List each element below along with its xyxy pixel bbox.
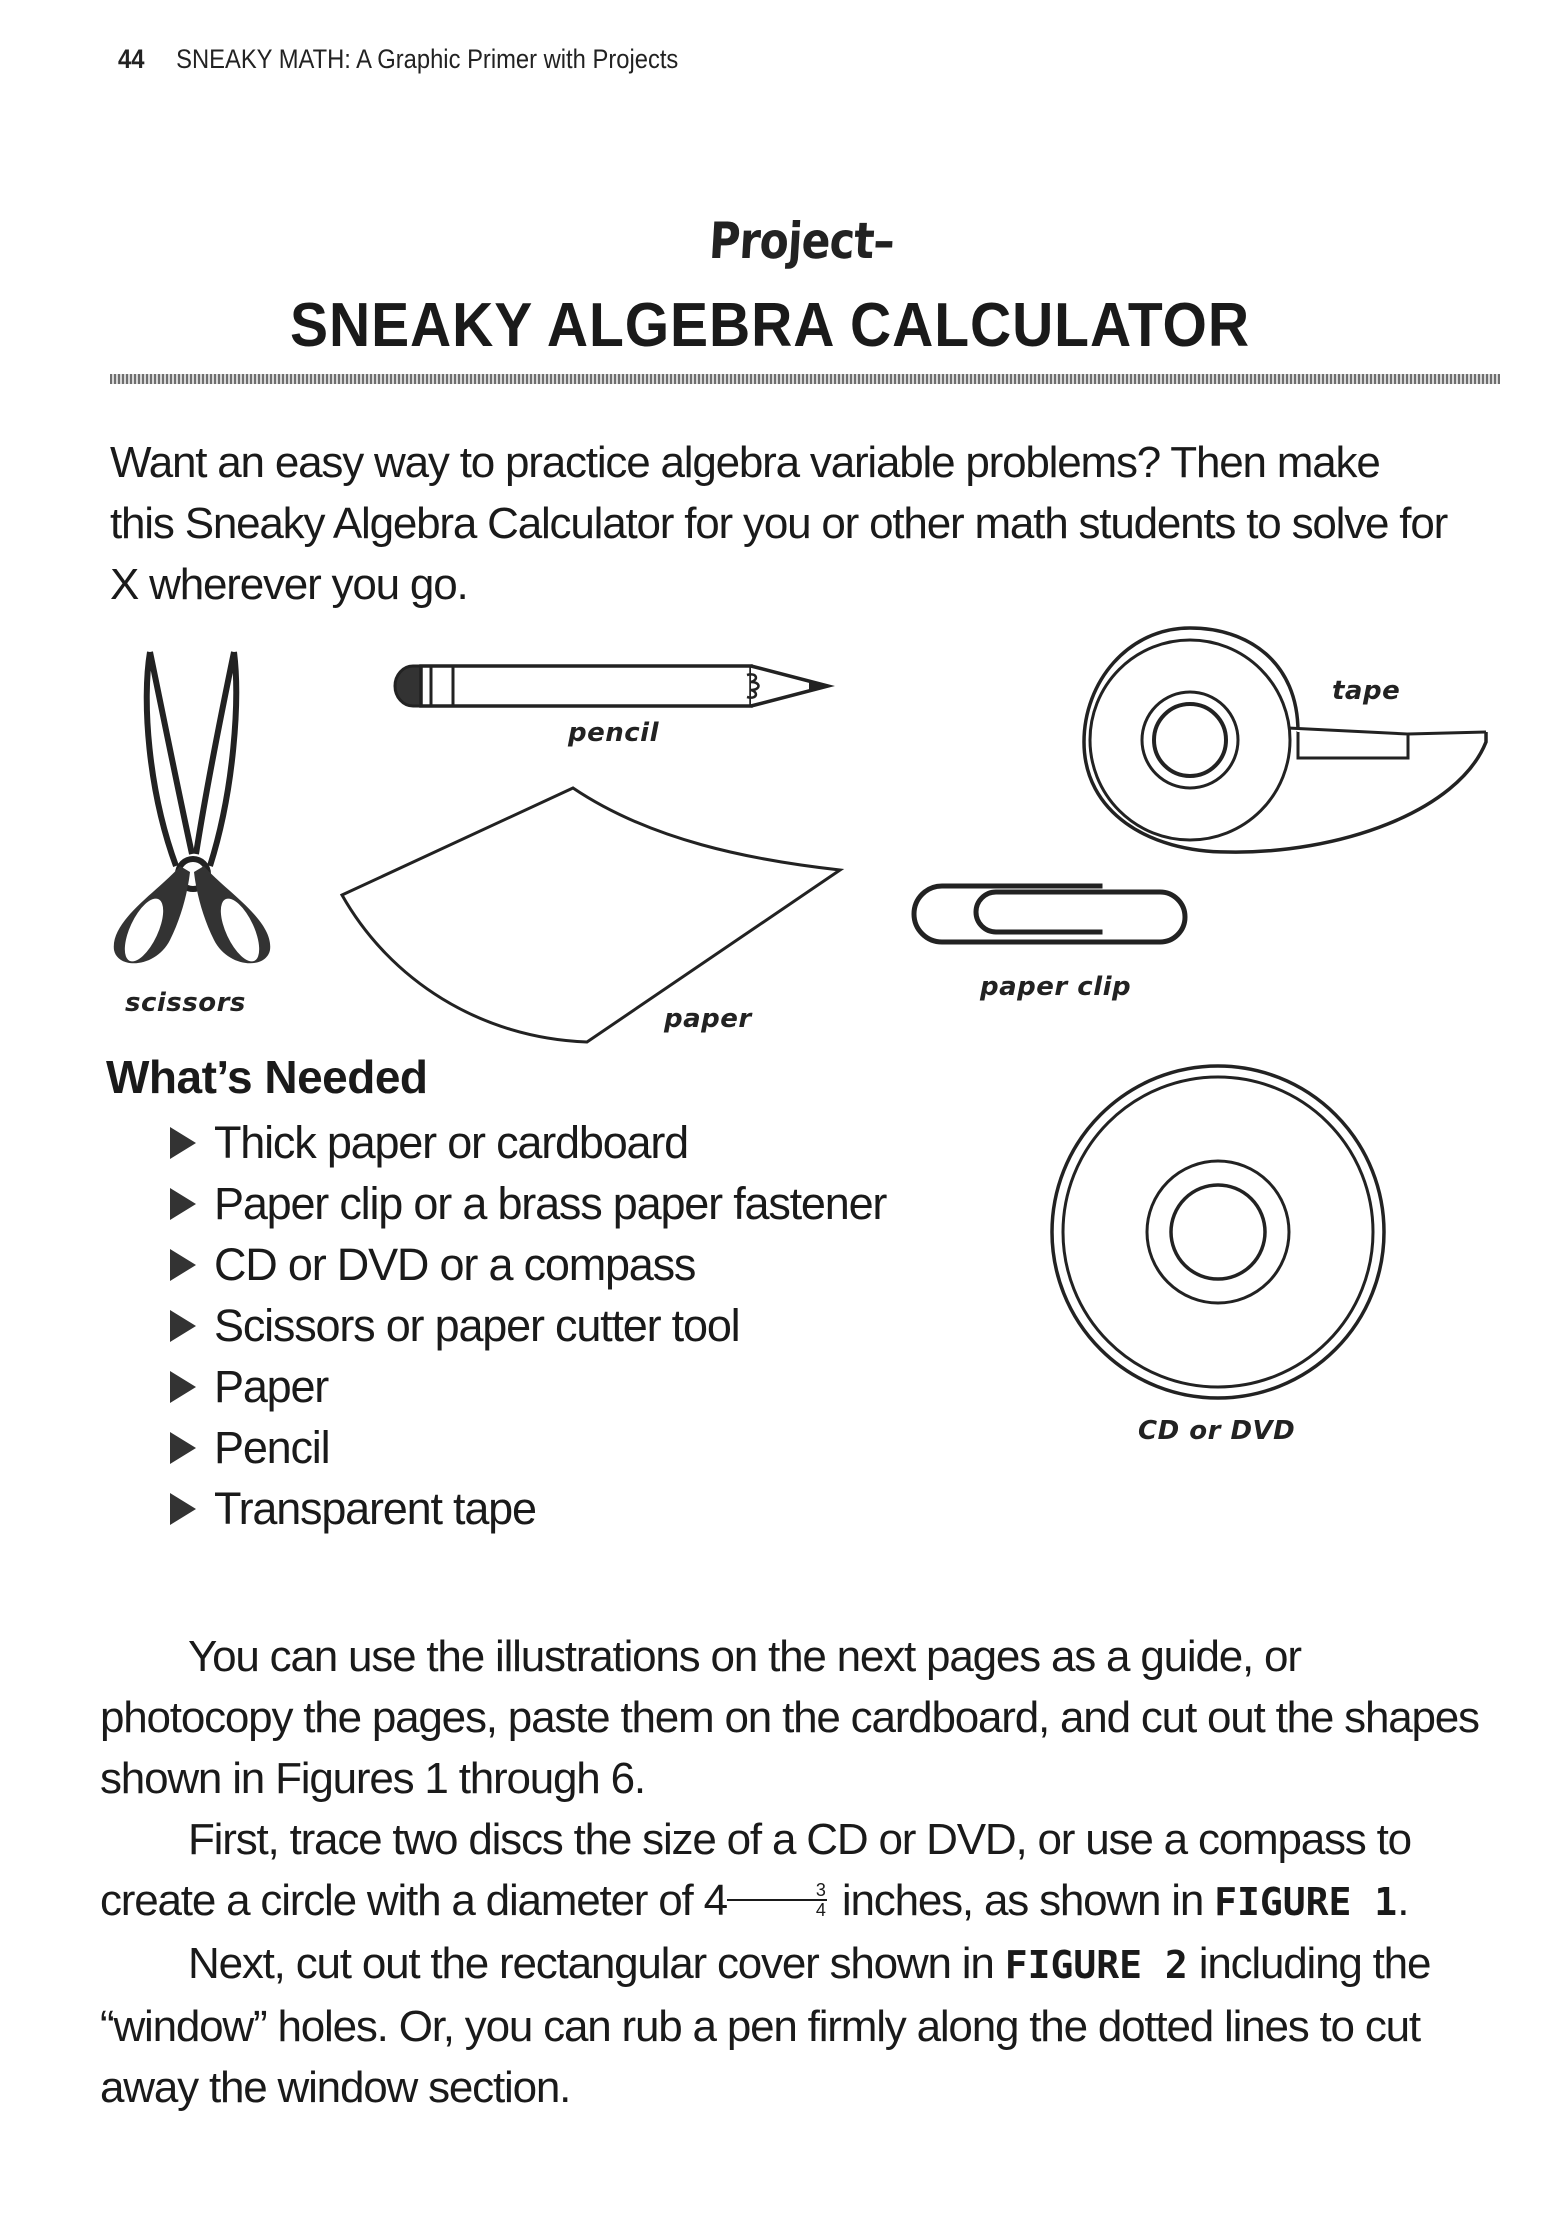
list-item: Transparent tape xyxy=(168,1478,886,1539)
triangle-bullet-icon xyxy=(168,1186,198,1222)
page-title: SNEAKY ALGEBRA CALCULATOR xyxy=(290,291,1250,360)
cd-label: CD or DVD xyxy=(1138,1416,1296,1446)
pencil-label: pencil xyxy=(568,718,659,748)
figure-1-reference: FIGURE 1 xyxy=(1214,1880,1398,1924)
triangle-bullet-icon xyxy=(168,1491,198,1527)
triangle-bullet-icon xyxy=(168,1369,198,1405)
triangle-bullet-icon xyxy=(168,1308,198,1344)
list-item: CD or DVD or a compass xyxy=(168,1234,886,1295)
list-item: Paper xyxy=(168,1356,886,1417)
project-kicker: Project– xyxy=(707,212,897,270)
title-rule-divider xyxy=(110,374,1500,384)
figure-2-reference: FIGURE 2 xyxy=(1004,1943,1188,1987)
tape-label: tape xyxy=(1332,676,1401,706)
scissors-label: scissors xyxy=(125,988,246,1018)
list-item: Thick paper or cardboard xyxy=(168,1112,886,1173)
triangle-bullet-icon xyxy=(168,1125,198,1161)
paper-clip-icon xyxy=(910,880,1190,950)
instructions-body xyxy=(100,1626,1480,2118)
running-head xyxy=(118,44,678,75)
pencil-icon xyxy=(395,660,835,710)
materials-list xyxy=(168,1112,886,1539)
tape-dispenser-icon xyxy=(1078,622,1498,862)
page-number: 44 xyxy=(118,44,145,74)
triangle-bullet-icon xyxy=(168,1247,198,1283)
list-item: Paper clip or a brass paper fastener xyxy=(168,1173,886,1234)
instructions-paragraph-1: You can use the illustrations on the next pages as a guide, or photocopy the pages, paste them on the cardboard, and cut out the shapes shown in Figures 1 through 6. xyxy=(100,1632,1479,1803)
paper-sheet-icon xyxy=(330,780,850,1050)
paper-clip-label: paper clip xyxy=(980,972,1132,1002)
fraction-three-quarters: $\frac{3}{4}$ xyxy=(727,1881,827,1919)
instructions-paragraph-3: Next, cut out the rectangular cover shown in FIGURE 2 including the “window” holes. Or, you can rub a pen firmly along the dotted lines to cut away the window section. xyxy=(100,1939,1431,2112)
cd-disc-icon xyxy=(1048,1062,1388,1402)
book-title: SNEAKY MATH: A Graphic Primer with Projects xyxy=(176,44,679,74)
scissors-icon xyxy=(100,640,290,970)
instructions-paragraph-2: First, trace two discs the size of a CD or DVD, or use a compass to create a circle with a diameter of 4 $\frac{3}{4}$ inches, as shown in FIGURE 1. xyxy=(100,1815,1411,1925)
triangle-bullet-icon xyxy=(168,1430,198,1466)
paper-label: paper xyxy=(664,1004,752,1034)
list-item: Pencil xyxy=(168,1417,886,1478)
whats-needed-heading: What’s Needed xyxy=(106,1051,428,1103)
list-item: Scissors or paper cutter tool xyxy=(168,1295,886,1356)
intro-paragraph: Want an easy way to practice algebra variable problems? Then make this Sneaky Algebra Calculator for you or other math students to solve for X wherever you go. xyxy=(110,438,1448,609)
